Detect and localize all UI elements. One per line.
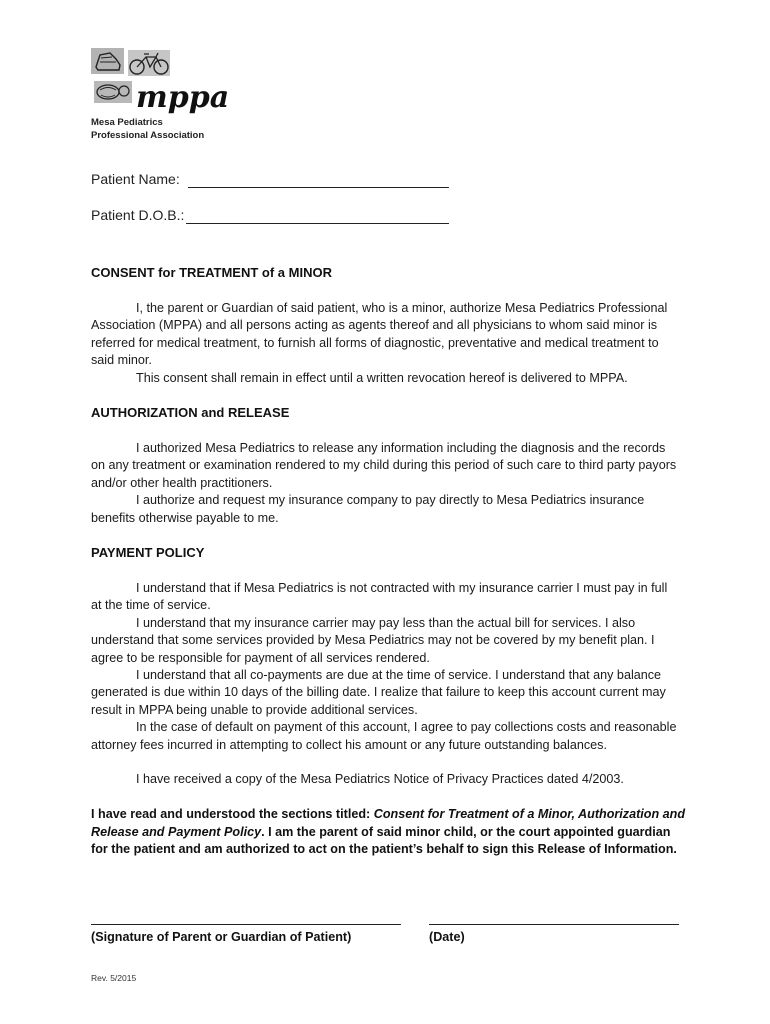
patient-name-field[interactable] xyxy=(91,171,180,187)
authorization-paragraph-1: I authorized Mesa Pediatrics to release any information including the diagnosis and the records on any treatment or examination rendered to my child during this period of such care to third party payors and/or other health practitioners. xyxy=(91,441,677,490)
date-label: (Date) xyxy=(429,930,465,944)
patient-dob-label: Patient D.O.B.: xyxy=(91,207,185,223)
patient-dob-field[interactable] xyxy=(91,207,184,223)
acknowledgement-part-1: I have read and understood the sections titled: xyxy=(91,807,374,821)
ball-glove-icon xyxy=(94,81,132,103)
bicycle-icon xyxy=(128,50,170,76)
mppa-logo xyxy=(90,45,230,117)
patient-dob-line[interactable] xyxy=(186,223,449,224)
authorization-paragraph-2: I authorize and request my insurance company to pay directly to Mesa Pediatrics insurance benefits otherwise payable to me. xyxy=(91,493,645,525)
acknowledgement xyxy=(91,806,686,859)
payment-paragraph-1: I understand that if Mesa Pediatrics is not contracted with my insurance carrier I must pay in full at the time of service. xyxy=(91,581,668,613)
consent-paragraph-2: This consent shall remain in effect until a written revocation hereof is delivered to MPPA. xyxy=(136,370,628,385)
mppa-wordmark: mppa xyxy=(136,80,230,115)
org-name xyxy=(91,116,204,142)
parent-signature-label: (Signature of Parent or Guardian of Patient) xyxy=(91,930,352,944)
patient-name-line[interactable] xyxy=(188,187,449,188)
privacy-notice: I have received a copy of the Mesa Pediatrics Notice of Privacy Practices dated 4/2003. xyxy=(136,772,624,786)
authorization-section xyxy=(91,440,681,527)
org-name-line1: Mesa Pediatrics xyxy=(91,117,163,128)
patient-name-label: Patient Name: xyxy=(91,171,180,187)
consent-section xyxy=(91,300,681,387)
date-line[interactable] xyxy=(429,924,679,925)
consent-paragraph-1: I, the parent or Guardian of said patient, who is a minor, authorize Mesa Pediatrics Professional Association (MPPA) and all persons acting as agents thereof and all physicians to whom said minor is referred for medical treatment, to furnish all forms of diagnostic, preventative and medical treatment to said minor. xyxy=(91,301,668,368)
payment-paragraph-3: I understand that all co-payments are due at the time of service. I understand that any balance generated is due within 10 days of the billing date. I realize that failure to keep this account current may result in MPPA being unable to provide additional services. xyxy=(91,668,666,717)
acknowledgement-sections: Consent for Treatment of a Minor, Authorization and Release and Payment Policy xyxy=(91,807,686,839)
privacy-section xyxy=(91,771,681,788)
payment-heading: PAYMENT POLICY xyxy=(91,545,205,560)
payment-paragraph-2: I understand that my insurance carrier may pay less than the actual bill for services. I also understand that some services provided by Mesa Pediatrics may not be covered by my benefit plan. I agree to be responsible for payment of all services rendered. xyxy=(91,615,655,665)
authorization-heading: AUTHORIZATION and RELEASE xyxy=(91,405,290,420)
payment-paragraph-4: In the case of default on payment of this account, I agree to pay collections costs and reasonable attorney fees incurred in attempting to collect his amount or any future outstanding balances. xyxy=(91,720,677,752)
revision-note: Rev. 5/2015 xyxy=(91,973,137,983)
parent-signature-line[interactable] xyxy=(91,924,401,925)
org-name-line2: Professional Association xyxy=(91,130,205,141)
payment-section xyxy=(91,580,681,754)
acknowledgement-part-2: . I am the parent of said minor child, or the court appointed guardian for the patient and am authorized to act on the patient’s behalf to sign this Release of Information. xyxy=(91,824,677,857)
consent-heading: CONSENT for TREATMENT of a MINOR xyxy=(91,265,332,280)
